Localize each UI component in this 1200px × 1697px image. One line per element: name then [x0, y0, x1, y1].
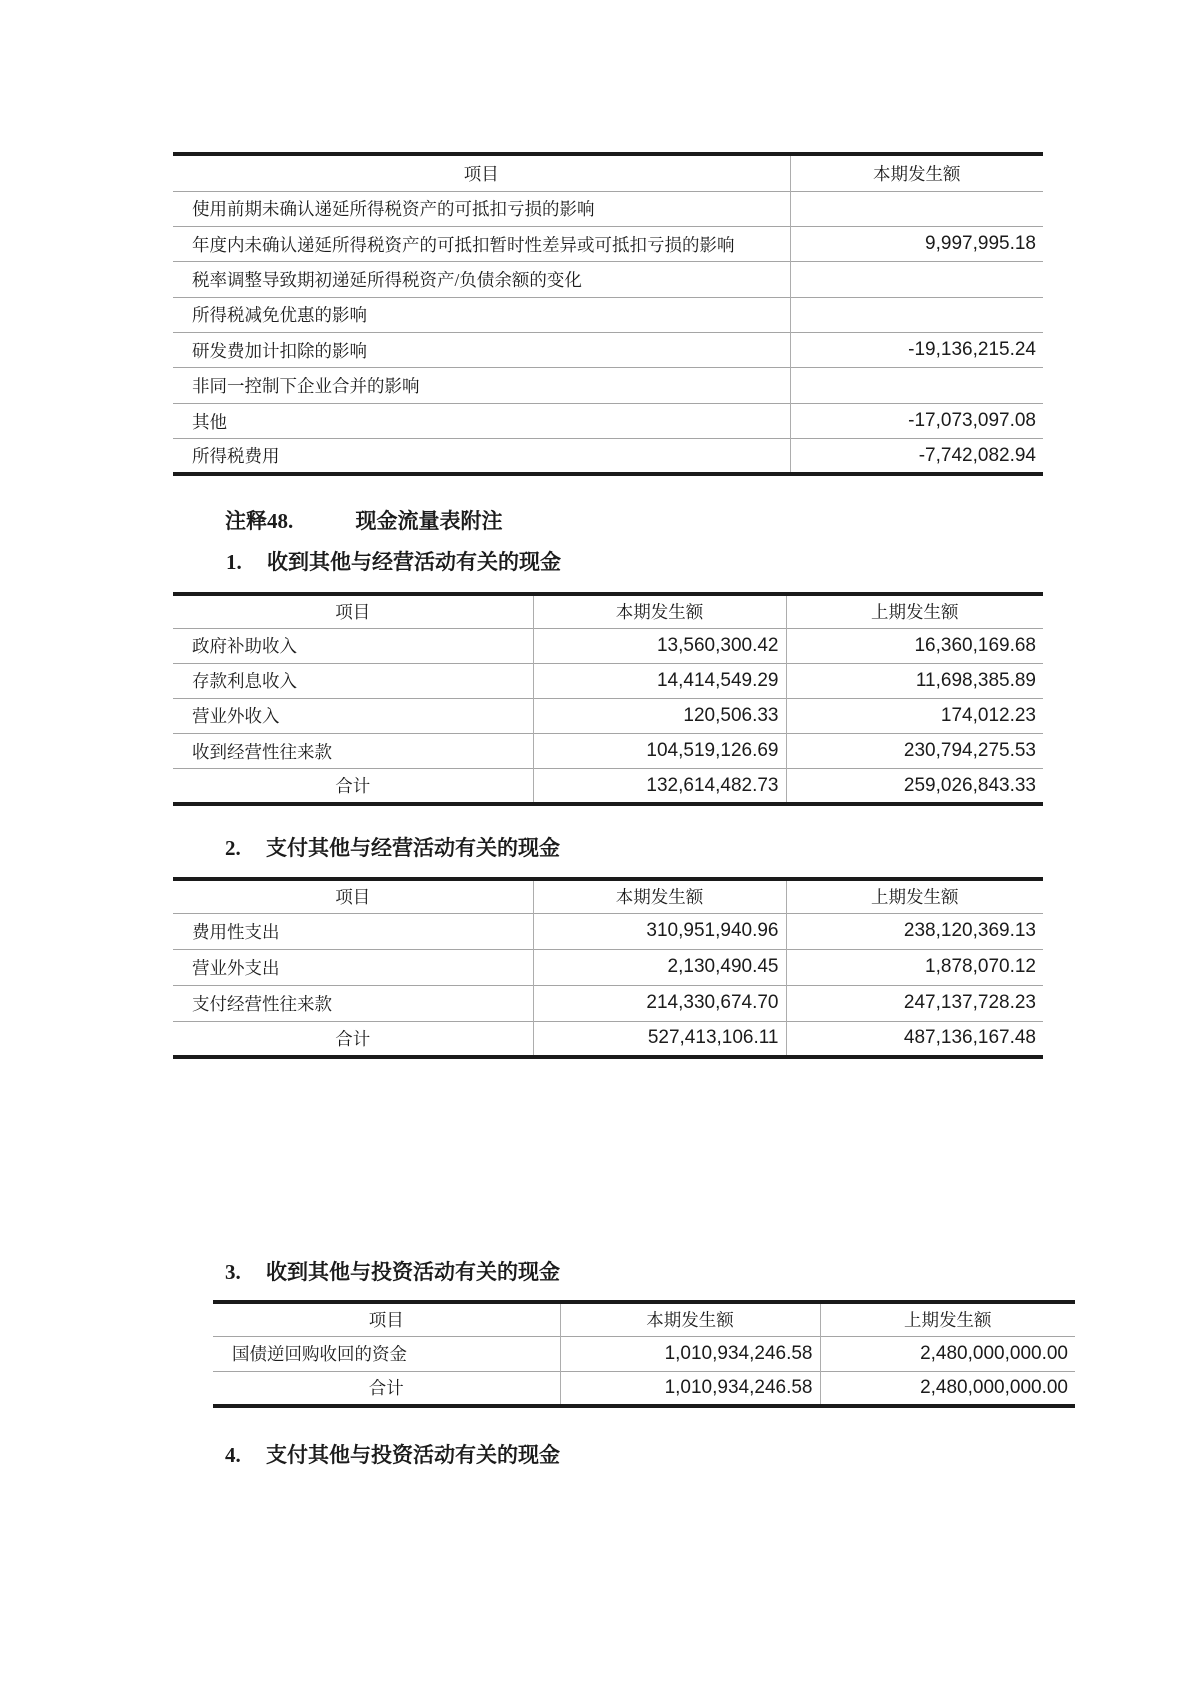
table-header-row	[173, 594, 1043, 628]
table-row	[213, 1336, 1075, 1371]
operating-cash-paid-table	[173, 877, 1043, 1059]
table-row	[173, 734, 1043, 769]
table-row	[173, 333, 1043, 368]
total-row	[173, 1021, 1043, 1057]
table-row	[173, 628, 1043, 663]
item-cell: 国债逆回购收回的资金	[232, 1344, 407, 1364]
item-cell: 政府补助收入	[192, 636, 297, 657]
table-header-row	[213, 1302, 1075, 1336]
note-number: 注释48.	[225, 509, 294, 533]
current-amount-cell: 214,330,674.70	[533, 985, 786, 1021]
section-title: 支付其他与经营活动有关的现金	[266, 836, 560, 860]
section-number: 4.	[225, 1443, 241, 1467]
total-row	[173, 769, 1043, 804]
current-amount-cell: 2,130,490.45	[533, 949, 786, 985]
table-row	[173, 191, 1043, 226]
total-label-cell: 合计	[335, 1028, 371, 1049]
item-cell: 非同一控制下企业合并的影响	[192, 376, 420, 397]
current-amount-cell: 1,010,934,246.58	[560, 1336, 820, 1371]
current-amount-cell: 120,506.33	[533, 698, 786, 733]
table-row	[173, 698, 1043, 733]
table-row	[173, 913, 1043, 949]
table-row	[173, 949, 1043, 985]
item-cell: 所得税费用	[192, 446, 280, 467]
column-header-current-period: 本期发生额	[533, 879, 786, 913]
prior-amount-cell: 174,012.23	[786, 698, 1043, 733]
current-amount-cell: -7,742,082.94	[790, 439, 1043, 474]
table-row	[173, 985, 1043, 1021]
total-current-amount-cell: 1,010,934,246.58	[560, 1371, 820, 1406]
column-header-prior-period: 上期发生额	[820, 1302, 1075, 1336]
total-label-cell: 合计	[335, 776, 371, 797]
current-amount-cell	[790, 297, 1043, 332]
item-cell: 存款利息收入	[192, 671, 297, 692]
total-current-amount-cell: 132,614,482.73	[533, 769, 786, 804]
prior-amount-cell: 247,137,728.23	[786, 985, 1043, 1021]
column-header-prior-period: 上期发生额	[786, 879, 1043, 913]
section-title: 支付其他与投资活动有关的现金	[266, 1443, 560, 1467]
section-title: 收到其他与投资活动有关的现金	[266, 1260, 560, 1284]
section-3-heading	[225, 1259, 560, 1285]
section-number: 3.	[225, 1260, 241, 1284]
total-prior-amount-cell: 487,136,167.48	[786, 1021, 1043, 1057]
column-header-item: 项目	[335, 887, 371, 908]
section-4-heading	[225, 1442, 560, 1468]
current-amount-cell: 104,519,126.69	[533, 734, 786, 769]
current-amount-cell: 310,951,940.96	[533, 913, 786, 949]
table-row	[173, 226, 1043, 261]
section-2-heading	[225, 835, 560, 861]
total-current-amount-cell: 527,413,106.11	[533, 1021, 786, 1057]
column-header-item: 项目	[335, 602, 371, 623]
note-title: 现金流量表附注	[355, 509, 503, 533]
item-cell: 营业外支出	[192, 957, 280, 978]
prior-amount-cell: 1,878,070.12	[786, 949, 1043, 985]
item-cell: 其他	[192, 411, 227, 432]
column-header-current-period: 本期发生额	[560, 1302, 820, 1336]
item-cell: 费用性支出	[192, 921, 280, 942]
total-label-cell: 合计	[368, 1378, 404, 1399]
total-prior-amount-cell: 2,480,000,000.00	[820, 1371, 1075, 1406]
prior-amount-cell: 11,698,385.89	[786, 663, 1043, 698]
column-header-item: 项目	[368, 1310, 404, 1331]
column-header-item: 项目	[463, 163, 499, 184]
table-row	[173, 297, 1043, 332]
prior-amount-cell: 16,360,169.68	[786, 628, 1043, 663]
total-row	[213, 1371, 1075, 1406]
current-amount-cell	[790, 191, 1043, 226]
section-title: 收到其他与经营活动有关的现金	[267, 550, 561, 574]
column-header-prior-period: 上期发生额	[786, 594, 1043, 628]
item-cell: 使用前期未确认递延所得税资产的可抵扣亏损的影响	[192, 199, 595, 220]
current-amount-cell: 13,560,300.42	[533, 628, 786, 663]
table-row	[173, 663, 1043, 698]
table-header-row	[173, 154, 1043, 191]
item-cell: 收到经营性往来款	[192, 741, 332, 762]
prior-amount-cell: 2,480,000,000.00	[820, 1336, 1075, 1371]
item-cell: 税率调整导致期初递延所得税资产/负债余额的变化	[192, 269, 582, 290]
current-amount-cell: 14,414,549.29	[533, 663, 786, 698]
operating-cash-received-table	[173, 592, 1043, 806]
item-cell: 研发费加计扣除的影响	[192, 340, 367, 361]
note-48-heading	[225, 508, 503, 534]
prior-amount-cell: 238,120,369.13	[786, 913, 1043, 949]
current-amount-cell: -17,073,097.08	[790, 403, 1043, 438]
table-row	[173, 368, 1043, 403]
section-number: 2.	[225, 836, 241, 860]
section-number: 1.	[226, 550, 242, 574]
item-cell: 支付经营性往来款	[192, 993, 332, 1014]
section-1-heading	[226, 549, 561, 575]
prior-amount-cell: 230,794,275.53	[786, 734, 1043, 769]
item-cell: 所得税减免优惠的影响	[192, 305, 367, 326]
table-row	[173, 439, 1043, 474]
current-amount-cell	[790, 262, 1043, 297]
item-cell: 年度内未确认递延所得税资产的可抵扣暂时性差异或可抵扣亏损的影响	[192, 234, 735, 255]
column-header-current-period: 本期发生额	[533, 594, 786, 628]
current-amount-cell: -19,136,215.24	[790, 333, 1043, 368]
current-amount-cell	[790, 368, 1043, 403]
table-header-row	[173, 879, 1043, 913]
table-row	[173, 403, 1043, 438]
current-amount-cell: 9,997,995.18	[790, 226, 1043, 261]
investing-cash-received-table	[213, 1300, 1075, 1408]
column-header-current-period: 本期发生额	[790, 154, 1043, 191]
income-tax-adjustment-table	[173, 152, 1043, 476]
total-prior-amount-cell: 259,026,843.33	[786, 769, 1043, 804]
item-cell: 营业外收入	[192, 706, 280, 727]
table-row	[173, 262, 1043, 297]
